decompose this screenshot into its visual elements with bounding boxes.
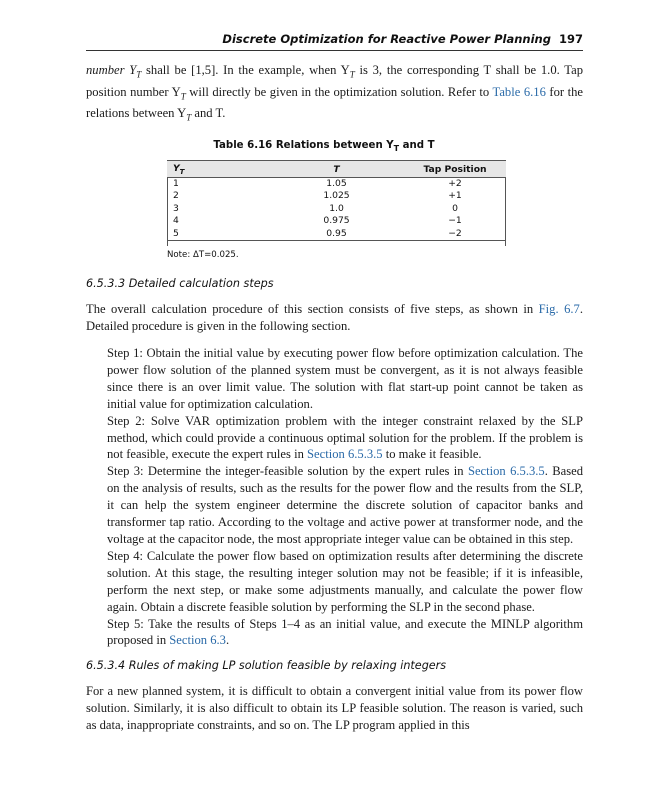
- page-number: 197: [558, 32, 583, 46]
- running-head: [86, 32, 583, 46]
- section-6534-paragraph: For a new planned system, it is difficult to obtain a convergent initial value from its power flow solution. Similarly, it is also difficult to obtain its LP feasible solution. The reason is varied, such as data, inappropriate constraints, and so on. The LP program applied in this: [86, 684, 583, 732]
- table-header-row: [167, 161, 506, 178]
- col-header-yt: $Y_T$: [167, 161, 269, 178]
- step-5: Step 5: Take the results of Steps 1–4 as an initial value, and execute the MINLP algorithm proposed in Section 6.3.: [107, 616, 583, 648]
- table-6-16-link[interactable]: Table 6.16: [492, 84, 546, 99]
- step-3: Step 3: Determine the integer-feasible solution by the expert rules in Section 6.5.3.5. Based on the analysis of results, such as the results for the power flow and the results from the SLP, it can help the system engineer determine the discrete solution of capacitor banks and transformer tap ratio. According to the voltage and active power at transformer node, and the voltage at the capacitor node, the most appropriate integer value can be obtained in this step.: [107, 464, 583, 546]
- table-caption: Table 6.16 Relations between $Y_T$ and T: [213, 140, 435, 154]
- table-row: 5 0.95 −2: [167, 228, 506, 241]
- section-6-3-link[interactable]: Section 6.3: [169, 633, 226, 648]
- table-note: Note: ΔT=0.025.: [167, 250, 239, 260]
- table-row: 4 0.975 −1: [173, 215, 462, 227]
- table-row: 2 1.025 +1: [173, 190, 462, 202]
- step-2: Step 2: Solve VAR optimization problem with the integer constraint relaxed by the SLP method, which could provide a continuous optimal solution for the problem. If the problem is not feasible, execute the expert rules in Section 6.5.3.5 to make it feasible.: [107, 413, 583, 462]
- section-6533-paragraph: The overall calculation procedure of this section consists of five steps, as shown in Fig. 6.7. Detailed procedure is given in the following section.: [86, 302, 583, 333]
- steps-list: [107, 345, 583, 649]
- step-4: Step 4: Calculate the power flow based on optimization results after determining the discrete solution. At this stage, the resulting integer solution may not be feasible; if it is infeasible, perform the next step, or make some adjustments manually, and calculate the power flow again. Obtain a discrete feasible solution by performing the SLP in the second phase.: [107, 548, 583, 614]
- running-title: Discrete Optimization for Reactive Power Planning: [222, 32, 551, 46]
- section-6535-link[interactable]: Section 6.5.3.5: [467, 464, 545, 479]
- col-header-t: T: [269, 161, 404, 178]
- section-6535-link[interactable]: Section 6.5.3.5: [307, 447, 383, 462]
- fig-6-7-link[interactable]: Fig. 6.7: [538, 302, 580, 316]
- section-heading-6534: 6.5.3.4 Rules of making LP solution feasible by relaxing integers: [86, 659, 447, 672]
- relations-table: [167, 160, 506, 241]
- table-row: 1 1.05 +2: [173, 178, 462, 189]
- col-header-tap: Tap Position: [404, 161, 506, 178]
- intro-paragraph: number $Y_T$ shall be [1,5]. In the example, when $Y_T$ is 3, the corresponding T shall be 1.0. Tap position number $Y_T$ will directly be given in the optimization solution. Refer to Table 6.16 for the relations between $Y_T$ and T.: [86, 63, 583, 123]
- table-row: 3 1.0 0: [173, 202, 458, 214]
- step-1: Step 1: Obtain the initial value by executing power flow before optimization calculation. The power flow solution of the planned system must be convergent, as it is not always feasible since there is an over limit value. The solution with flat start-up point cannot be taken as initial value for optimization calculation.: [107, 346, 583, 411]
- section-heading-6533: 6.5.3.3 Detailed calculation steps: [86, 277, 274, 290]
- header-rule: [86, 50, 583, 51]
